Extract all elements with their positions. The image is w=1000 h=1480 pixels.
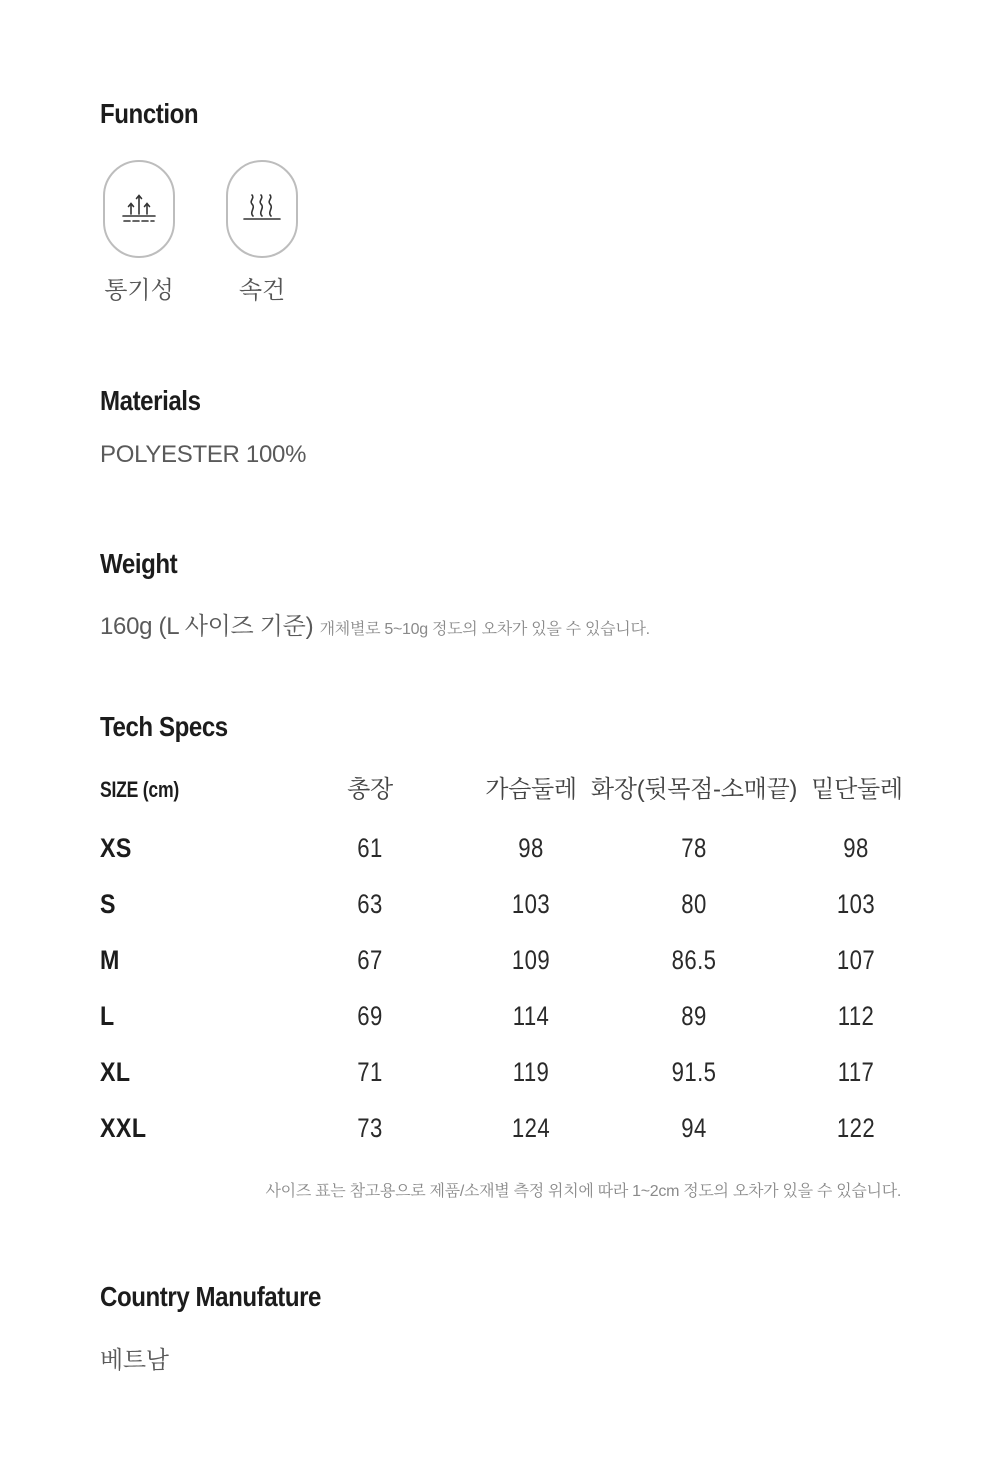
function-title: Function	[100, 98, 199, 129]
materials-title: Materials	[100, 385, 201, 416]
tech-specs-note: 사이즈 표는 참고용으로 제품/소재별 측정 위치에 따라 1~2cm 정도의 오차가 있을 수 있습니다.	[265, 1183, 901, 1200]
header-hem: 밑단둘레	[811, 776, 903, 803]
weight-line	[100, 606, 650, 641]
size-label: M	[100, 945, 120, 975]
length-value: 67	[357, 945, 383, 975]
table-row	[100, 826, 905, 882]
hem-value: 112	[837, 1001, 875, 1031]
hem-value: 107	[836, 945, 876, 975]
country-value: 베트남	[100, 1347, 169, 1374]
materials-value: POLYESTER 100%	[100, 441, 307, 468]
chest-value: 114	[512, 1001, 550, 1031]
header-length: 총장	[347, 776, 393, 803]
chest-value: 109	[511, 945, 551, 975]
sleeve-value: 86.5	[671, 945, 717, 975]
header-size: SIZE (cm)	[100, 777, 180, 802]
sleeve-value: 78	[681, 833, 707, 863]
chest-value: 119	[512, 1057, 550, 1087]
table-row	[100, 882, 905, 938]
header-chest: 가슴둘레	[485, 776, 577, 803]
function-item-breathability	[99, 160, 179, 305]
table-row	[100, 994, 905, 1050]
sleeve-value: 94	[681, 1113, 707, 1143]
function-item-quick-dry	[222, 160, 302, 305]
function-label: 속건	[238, 277, 286, 304]
sleeve-value: 80	[681, 889, 707, 919]
function-oval	[226, 160, 298, 258]
hem-value: 103	[836, 889, 876, 919]
size-label: XL	[100, 1057, 131, 1087]
function-oval	[103, 160, 175, 258]
weight-value: 160g (L 사이즈 기준)	[100, 613, 314, 640]
header-sleeve: 화장(뒷목점-소매끝)	[590, 776, 798, 803]
weight-note: 개체별로 5~10g 정도의 오차가 있을 수 있습니다.	[319, 621, 650, 638]
hem-value: 98	[843, 833, 869, 863]
hem-value: 117	[837, 1057, 875, 1087]
table-row	[100, 1106, 905, 1162]
chest-value: 98	[518, 833, 544, 863]
size-label: S	[100, 889, 116, 919]
size-label: XXL	[100, 1113, 147, 1143]
size-label: XS	[100, 833, 132, 863]
sleeve-value: 91.5	[671, 1057, 717, 1087]
quick-dry-icon	[240, 192, 284, 226]
length-value: 73	[357, 1113, 383, 1143]
length-value: 63	[357, 889, 383, 919]
spec-table	[100, 768, 905, 1162]
length-value: 61	[357, 833, 383, 863]
length-value: 69	[357, 1001, 383, 1031]
tech-specs-title: Tech Specs	[100, 711, 228, 742]
breathability-icon	[119, 192, 159, 226]
table-row	[100, 938, 905, 994]
weight-title: Weight	[100, 548, 178, 579]
hem-value: 122	[836, 1113, 876, 1143]
function-label: 통기성	[104, 277, 174, 304]
length-value: 71	[357, 1057, 383, 1087]
chest-value: 124	[511, 1113, 551, 1143]
sleeve-value: 89	[681, 1001, 707, 1031]
chest-value: 103	[511, 889, 551, 919]
size-label: L	[100, 1001, 115, 1031]
spec-header-row	[100, 768, 905, 812]
country-title: Country Manufature	[100, 1281, 322, 1312]
table-row	[100, 1050, 905, 1106]
